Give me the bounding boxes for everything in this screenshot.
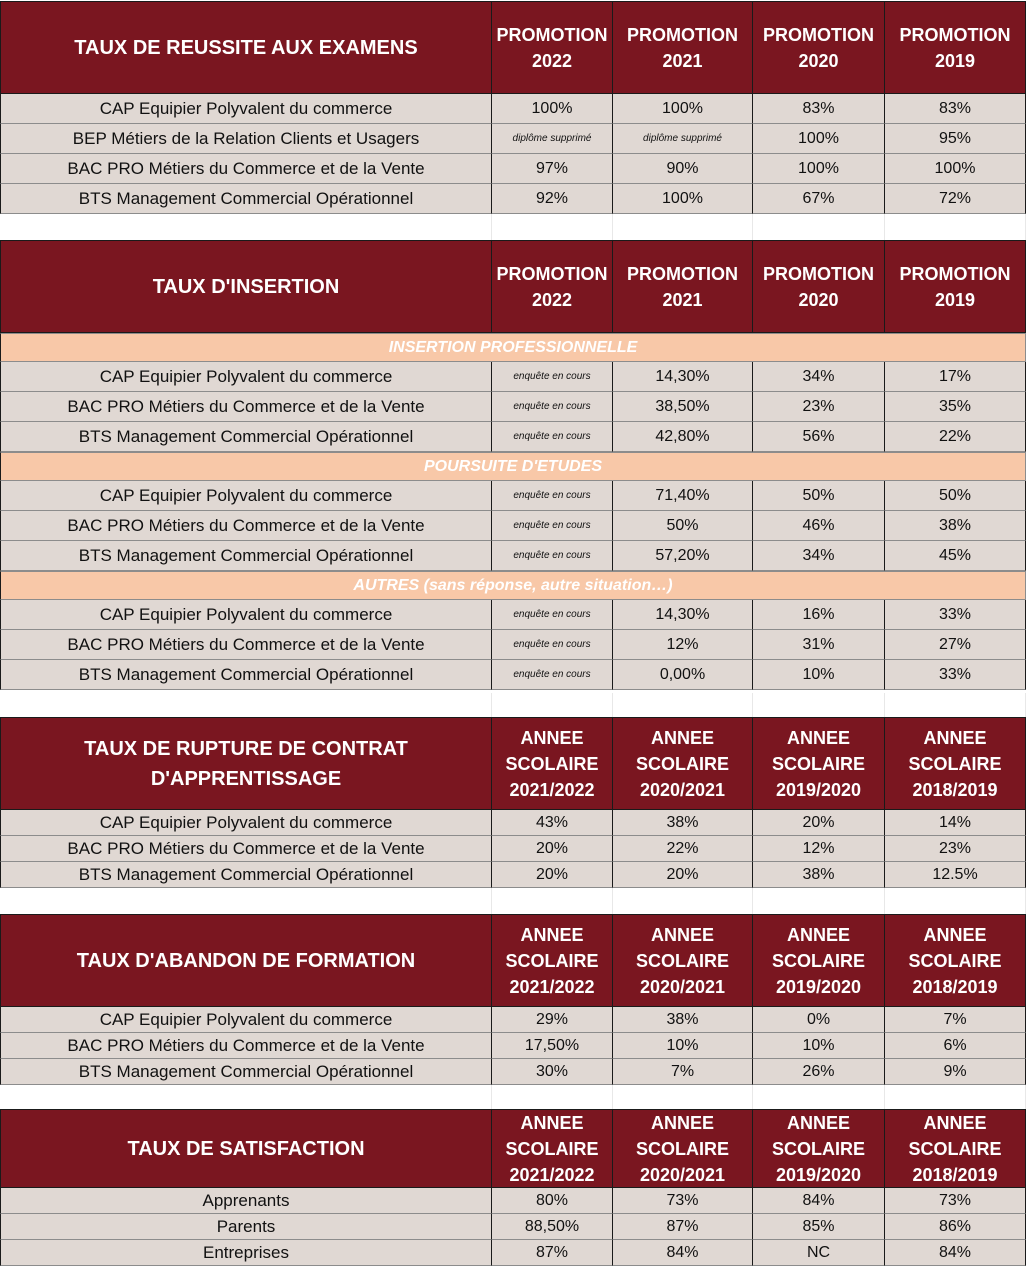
- insertion-title[interactable]: TAUX D'INSERTION: [0, 240, 492, 333]
- value-cell[interactable]: 34%: [753, 541, 885, 571]
- row-label[interactable]: CAP Equipier Polyvalent du commerce: [0, 362, 492, 392]
- value-cell[interactable]: 14%: [885, 810, 1026, 836]
- value-cell[interactable]: 20%: [492, 862, 613, 888]
- value-cell[interactable]: 12.5%: [885, 862, 1026, 888]
- row-label[interactable]: BTS Management Commercial Opérationnel: [0, 1059, 492, 1085]
- value-cell[interactable]: 20%: [492, 836, 613, 862]
- value-cell[interactable]: 46%: [753, 511, 885, 541]
- value-cell[interactable]: 84%: [753, 1188, 885, 1214]
- spacer-row: [0, 214, 1026, 240]
- value-cell[interactable]: 34%: [753, 362, 885, 392]
- row-label[interactable]: Entreprises: [0, 1240, 492, 1266]
- value-cell[interactable]: 88,50%: [492, 1214, 613, 1240]
- value-cell[interactable]: 38%: [613, 1007, 753, 1033]
- value-cell[interactable]: 100%: [492, 94, 613, 124]
- value-cell[interactable]: 57,20%: [613, 541, 753, 571]
- value-cell[interactable]: NC: [753, 1240, 885, 1266]
- insertion-column-header[interactable]: PROMOTION 2019: [885, 240, 1026, 333]
- row-label[interactable]: CAP Equipier Polyvalent du commerce: [0, 810, 492, 836]
- value-cell[interactable]: 100%: [753, 124, 885, 154]
- value-cell[interactable]: 23%: [885, 836, 1026, 862]
- value-cell[interactable]: enquête en cours: [492, 541, 613, 571]
- value-cell[interactable]: enquête en cours: [492, 511, 613, 541]
- abandon-title[interactable]: TAUX D'ABANDON DE FORMATION: [0, 914, 492, 1007]
- value-cell[interactable]: diplôme supprimé: [492, 124, 613, 154]
- row-label[interactable]: CAP Equipier Polyvalent du commerce: [0, 1007, 492, 1033]
- value-cell[interactable]: enquête en cours: [492, 362, 613, 392]
- value-cell[interactable]: 10%: [753, 1033, 885, 1059]
- value-cell[interactable]: enquête en cours: [492, 630, 613, 660]
- table-row: [0, 1188, 1026, 1214]
- value-cell[interactable]: 17%: [885, 362, 1026, 392]
- value-cell[interactable]: 22%: [885, 422, 1026, 452]
- insertion-header-row: [0, 240, 1026, 333]
- abandon-column-header[interactable]: ANNEE SCOLAIRE 2019/2020: [753, 914, 885, 1007]
- value-cell[interactable]: 100%: [753, 154, 885, 184]
- value-cell[interactable]: 90%: [613, 154, 753, 184]
- row-label[interactable]: BTS Management Commercial Opérationnel: [0, 541, 492, 571]
- value-cell[interactable]: 9%: [885, 1059, 1026, 1085]
- value-cell[interactable]: 17,50%: [492, 1033, 613, 1059]
- table-row: [0, 392, 1026, 422]
- table-row: [0, 511, 1026, 541]
- value-cell[interactable]: 29%: [492, 1007, 613, 1033]
- value-cell[interactable]: 73%: [613, 1188, 753, 1214]
- value-cell[interactable]: 86%: [885, 1214, 1026, 1240]
- value-cell[interactable]: enquête en cours: [492, 481, 613, 511]
- value-cell[interactable]: 30%: [492, 1059, 613, 1085]
- row-label[interactable]: BAC PRO Métiers du Commerce et de la Vente: [0, 154, 492, 184]
- subsection-header[interactable]: POURSUITE D'ETUDES: [0, 452, 1026, 481]
- satisfaction-title[interactable]: TAUX DE SATISFACTION: [0, 1109, 492, 1188]
- row-label[interactable]: BTS Management Commercial Opérationnel: [0, 862, 492, 888]
- value-cell[interactable]: 33%: [885, 660, 1026, 690]
- value-cell[interactable]: 38%: [753, 862, 885, 888]
- insertion-column-header[interactable]: PROMOTION 2021: [613, 240, 753, 333]
- table-row: [0, 1059, 1026, 1085]
- value-cell[interactable]: 14,30%: [613, 362, 753, 392]
- exam-column-header[interactable]: PROMOTION 2022: [492, 1, 613, 94]
- value-cell[interactable]: 10%: [753, 660, 885, 690]
- value-cell[interactable]: 31%: [753, 630, 885, 660]
- table-row: [0, 124, 1026, 154]
- abandon-column-header[interactable]: ANNEE SCOLAIRE 2018/2019: [885, 914, 1026, 1007]
- value-cell[interactable]: 38%: [613, 810, 753, 836]
- row-label[interactable]: BAC PRO Métiers du Commerce et de la Vente: [0, 392, 492, 422]
- exam-column-header[interactable]: PROMOTION 2021: [613, 1, 753, 94]
- value-cell[interactable]: 38,50%: [613, 392, 753, 422]
- value-cell[interactable]: 43%: [492, 810, 613, 836]
- value-cell[interactable]: 45%: [885, 541, 1026, 571]
- value-cell[interactable]: 27%: [885, 630, 1026, 660]
- value-cell[interactable]: enquête en cours: [492, 600, 613, 630]
- rupture-column-header[interactable]: ANNEE SCOLAIRE 2021/2022: [492, 717, 613, 810]
- table-row: [0, 1033, 1026, 1059]
- value-cell[interactable]: 14,30%: [613, 600, 753, 630]
- satisfaction-column-header[interactable]: ANNEE SCOLAIRE 2019/2020: [753, 1109, 885, 1188]
- table-row: [0, 481, 1026, 511]
- spacer-row: [0, 1085, 1026, 1109]
- abandon-column-header[interactable]: ANNEE SCOLAIRE 2021/2022: [492, 914, 613, 1007]
- row-label[interactable]: CAP Equipier Polyvalent du commerce: [0, 600, 492, 630]
- rupture-header-row: [0, 717, 1026, 810]
- value-cell[interactable]: 33%: [885, 600, 1026, 630]
- insertion-column-header[interactable]: PROMOTION 2020: [753, 240, 885, 333]
- table-row: [0, 94, 1026, 124]
- value-cell[interactable]: 35%: [885, 392, 1026, 422]
- satisfaction-column-header[interactable]: ANNEE SCOLAIRE 2018/2019: [885, 1109, 1026, 1188]
- value-cell[interactable]: 84%: [885, 1240, 1026, 1266]
- exam-column-header[interactable]: PROMOTION 2020: [753, 1, 885, 94]
- row-label[interactable]: CAP Equipier Polyvalent du commerce: [0, 481, 492, 511]
- abandon-column-header[interactable]: ANNEE SCOLAIRE 2020/2021: [613, 914, 753, 1007]
- value-cell[interactable]: 67%: [753, 184, 885, 214]
- value-cell[interactable]: 12%: [753, 836, 885, 862]
- value-cell[interactable]: 73%: [885, 1188, 1026, 1214]
- subsection-header[interactable]: AUTRES (sans réponse, autre situation…): [0, 571, 1026, 600]
- abandon-table: [0, 914, 1026, 1085]
- value-cell[interactable]: 42,80%: [613, 422, 753, 452]
- value-cell[interactable]: 16%: [753, 600, 885, 630]
- value-cell[interactable]: 10%: [613, 1033, 753, 1059]
- rupture-title[interactable]: TAUX DE RUPTURE DE CONTRAT D'APPRENTISSAGE: [0, 717, 492, 810]
- value-cell[interactable]: enquête en cours: [492, 422, 613, 452]
- insertion-table: [0, 240, 1026, 690]
- table-row: [0, 600, 1026, 630]
- rupture-column-header[interactable]: ANNEE SCOLAIRE 2019/2020: [753, 717, 885, 810]
- table-row: [0, 630, 1026, 660]
- value-cell[interactable]: 84%: [613, 1240, 753, 1266]
- value-cell[interactable]: 0%: [753, 1007, 885, 1033]
- exam-column-header[interactable]: PROMOTION 2019: [885, 1, 1026, 94]
- value-cell[interactable]: 100%: [613, 94, 753, 124]
- rupture-table: [0, 717, 1026, 888]
- value-cell[interactable]: 95%: [885, 124, 1026, 154]
- row-label[interactable]: BTS Management Commercial Opérationnel: [0, 660, 492, 690]
- abandon-header-row: [0, 914, 1026, 1007]
- insertion-column-header[interactable]: PROMOTION 2022: [492, 240, 613, 333]
- value-cell[interactable]: enquête en cours: [492, 660, 613, 690]
- table-row: [0, 1214, 1026, 1240]
- value-cell[interactable]: 56%: [753, 422, 885, 452]
- value-cell[interactable]: 7%: [885, 1007, 1026, 1033]
- table-row: [0, 862, 1026, 888]
- satisfaction-column-header[interactable]: ANNEE SCOLAIRE 2020/2021: [613, 1109, 753, 1188]
- value-cell[interactable]: 92%: [492, 184, 613, 214]
- row-label[interactable]: BTS Management Commercial Opérationnel: [0, 422, 492, 452]
- value-cell[interactable]: 7%: [613, 1059, 753, 1085]
- exam-title[interactable]: TAUX DE REUSSITE AUX EXAMENS: [0, 1, 492, 94]
- exam-header-row: [0, 1, 1026, 94]
- value-cell[interactable]: 85%: [753, 1214, 885, 1240]
- value-cell[interactable]: 12%: [613, 630, 753, 660]
- row-label[interactable]: BTS Management Commercial Opérationnel: [0, 184, 492, 214]
- value-cell[interactable]: 20%: [613, 862, 753, 888]
- row-label[interactable]: BAC PRO Métiers du Commerce et de la Vente: [0, 1033, 492, 1059]
- value-cell[interactable]: 100%: [885, 154, 1026, 184]
- row-label[interactable]: Apprenants: [0, 1188, 492, 1214]
- row-label[interactable]: CAP Equipier Polyvalent du commerce: [0, 94, 492, 124]
- table-row: [0, 422, 1026, 452]
- satisfaction-header-row: [0, 1109, 1026, 1188]
- value-cell[interactable]: 83%: [885, 94, 1026, 124]
- table-row: [0, 184, 1026, 214]
- row-label[interactable]: BAC PRO Métiers du Commerce et de la Vente: [0, 511, 492, 541]
- table-row: [0, 541, 1026, 571]
- value-cell[interactable]: 22%: [613, 836, 753, 862]
- table-row: [0, 836, 1026, 862]
- table-row: [0, 362, 1026, 392]
- value-cell[interactable]: 71,40%: [613, 481, 753, 511]
- value-cell[interactable]: 87%: [613, 1214, 753, 1240]
- subsection-header[interactable]: INSERTION PROFESSIONNELLE: [0, 333, 1026, 362]
- value-cell[interactable]: 0,00%: [613, 660, 753, 690]
- rupture-column-header[interactable]: ANNEE SCOLAIRE 2018/2019: [885, 717, 1026, 810]
- spacer-row: [0, 888, 1026, 914]
- table-row: [0, 1007, 1026, 1033]
- value-cell[interactable]: 50%: [753, 481, 885, 511]
- table-row: [0, 1240, 1026, 1266]
- table-row: [0, 660, 1026, 690]
- table-row: [0, 810, 1026, 836]
- value-cell[interactable]: 50%: [613, 511, 753, 541]
- exam-table: [0, 1, 1026, 214]
- value-cell[interactable]: diplôme supprimé: [613, 124, 753, 154]
- value-cell[interactable]: 23%: [753, 392, 885, 422]
- value-cell[interactable]: 87%: [492, 1240, 613, 1266]
- value-cell[interactable]: 50%: [885, 481, 1026, 511]
- rupture-column-header[interactable]: ANNEE SCOLAIRE 2020/2021: [613, 717, 753, 810]
- row-label[interactable]: BAC PRO Métiers du Commerce et de la Vente: [0, 630, 492, 660]
- satisfaction-column-header[interactable]: ANNEE SCOLAIRE 2021/2022: [492, 1109, 613, 1188]
- row-label[interactable]: BEP Métiers de la Relation Clients et Usagers: [0, 124, 492, 154]
- table-row: [0, 154, 1026, 184]
- satisfaction-table: [0, 1109, 1026, 1266]
- value-cell[interactable]: 97%: [492, 154, 613, 184]
- value-cell[interactable]: 80%: [492, 1188, 613, 1214]
- value-cell[interactable]: 100%: [613, 184, 753, 214]
- spacer-row: [0, 693, 1026, 717]
- value-cell[interactable]: 72%: [885, 184, 1026, 214]
- value-cell[interactable]: 26%: [753, 1059, 885, 1085]
- value-cell[interactable]: 83%: [753, 94, 885, 124]
- value-cell[interactable]: enquête en cours: [492, 392, 613, 422]
- value-cell[interactable]: 20%: [753, 810, 885, 836]
- row-label[interactable]: Parents: [0, 1214, 492, 1240]
- value-cell[interactable]: 6%: [885, 1033, 1026, 1059]
- value-cell[interactable]: 38%: [885, 511, 1026, 541]
- row-label[interactable]: BAC PRO Métiers du Commerce et de la Vente: [0, 836, 492, 862]
